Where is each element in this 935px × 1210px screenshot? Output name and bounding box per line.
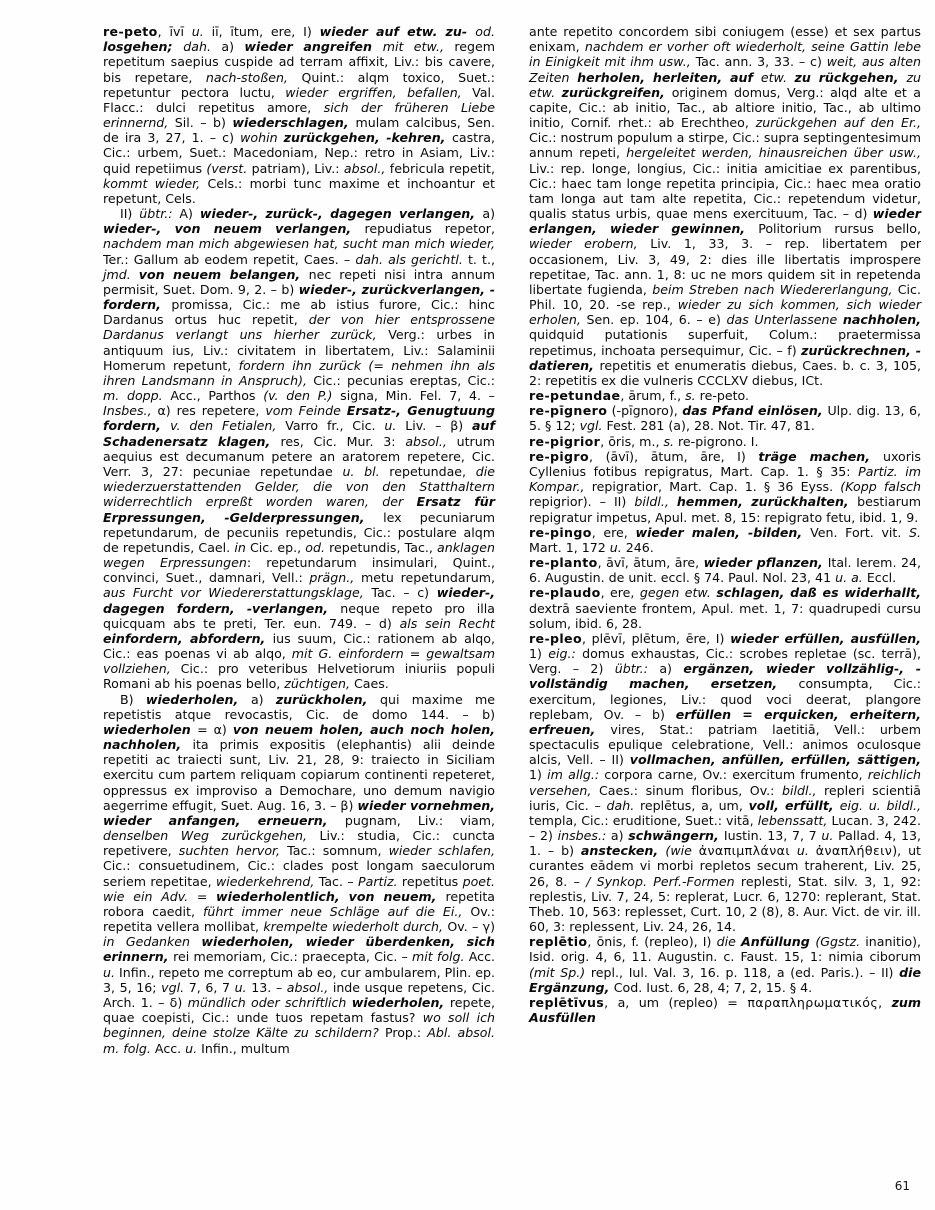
translation-text: vgl.	[579, 418, 607, 434]
translation-text: (wie	[665, 843, 699, 859]
citation-text: Sen. ep. 104, 6. – e)	[586, 312, 727, 328]
translation-text: u. bl.	[342, 463, 390, 479]
translation-text: vgl.	[161, 979, 189, 995]
translation-text: poet. wie ein Adv.	[103, 873, 495, 904]
translation-text: Partiz. im Kompar.,	[529, 463, 921, 495]
citation-text: ,	[157, 24, 170, 39]
citation-text: Cic. ep.,	[249, 539, 306, 555]
translation-text: züchtigen,	[284, 676, 354, 692]
citation-text: 246.	[625, 539, 654, 555]
translation-text: im allg.:	[547, 767, 605, 783]
citation-text: repetundae,	[389, 463, 476, 479]
citation-text: metu repetundarum,	[360, 570, 496, 586]
citation-text: repetita robora caedit,	[103, 888, 495, 919]
entry-headword: re-plaudo	[529, 585, 601, 601]
citation-text: Cic.: pecunias ereptas, Cic.:	[313, 372, 495, 388]
translation-text: übtr.:	[139, 206, 180, 222]
gloss-term: zu rückgehen,	[794, 69, 907, 85]
citation-text: B)	[120, 691, 146, 707]
greek-term: ἀναπιμπλάναι	[698, 843, 790, 859]
citation-text: Eccl.	[866, 570, 897, 586]
translation-text: eig.:	[548, 646, 583, 662]
entry-headword: re-pigro	[529, 448, 589, 464]
citation-text: Varro fr., Cic.	[285, 418, 385, 434]
translation-text: aus Furcht vor Wiedererstattungsklage,	[103, 585, 372, 601]
translation-text: (mit Sp.)	[529, 964, 591, 980]
translation-text: beim Streben nach Wiedererlangung,	[652, 281, 898, 297]
translation-text: übtr.:	[614, 661, 660, 677]
citation-text: Caes.: sinum floribus, Ov.:	[598, 782, 782, 798]
translation-text: u.	[790, 843, 816, 859]
citation-text: repigrior). – II)	[529, 494, 635, 510]
citation-text: , (āvī), ātum, āre, I)	[589, 448, 759, 464]
citation-text: Quint.: alqm toxico, Suet.: repetuntur pectora luctu,	[103, 69, 495, 100]
translation-text: wieder schlafen,	[388, 843, 495, 859]
translation-text: u.	[234, 979, 252, 995]
citation-text: repigratior, Mart. Cap. 1. § 36 Eyss.	[591, 479, 841, 495]
citation-text: Iustin. 13, 7, 7	[723, 828, 822, 844]
citation-text: , āvī, ātum, āre,	[597, 555, 704, 571]
gloss-term: herholen, herleiten, auf	[577, 69, 761, 85]
citation-text: A)	[179, 206, 200, 222]
translation-text: zu etw.	[529, 69, 922, 100]
translation-text: (v. den P.)	[263, 388, 341, 404]
gloss-term: die Ergänzung,	[529, 964, 921, 995]
citation-text: Cod. Iust. 6, 28, 4; 7, 2, 15. § 4.	[613, 979, 813, 995]
citation-text: replētus, a, um,	[639, 797, 749, 813]
citation-text: Prop.:	[384, 1025, 428, 1041]
citation-text: mulam calcibus, Sen. de ira 3, 27, 1. – c)	[103, 115, 496, 146]
gloss-term: wieder erfüllen, ausfüllen,	[730, 630, 921, 646]
citation-text: Cic.: pro veteribus Helvetiorum iniuriis populi Romani ab his poenas bello,	[103, 661, 495, 692]
gloss-term: schlagen, daß es widerhallt,	[716, 585, 921, 601]
translation-text: s.	[663, 433, 679, 449]
translation-text: kommt wieder,	[103, 175, 208, 191]
translation-text: mit G. einfordern = gewaltsam vollziehen,	[103, 646, 495, 677]
translation-text: die	[716, 934, 742, 950]
translation-text: Insbes.,	[103, 403, 158, 419]
citation-text: regem repetitum saepius cuspide ad terram affixit, Liv.: bis cavere, bis repetare,	[103, 39, 496, 85]
entry-headword: re-pīgnero	[529, 403, 608, 419]
gloss-term: wieder auf etw. zu-	[319, 24, 476, 39]
translation-text: fordern ihn zurück (= nehmen ihn als ihren Landsmann in Anspruch),	[103, 357, 495, 388]
citation-text: Fest. 281 (a), 28. Not. Tir. 47, 81.	[606, 418, 815, 434]
citation-text: α) res repetere,	[157, 403, 266, 419]
citation-text: repete, quae coepisti, Cic.: unde tuos repetam fastus?	[103, 995, 495, 1026]
citation-text: Ter.: Gallum ab eodem repetit, Caes. –	[103, 251, 356, 267]
translation-text: bildl.,	[634, 494, 677, 510]
translation-text: (Ggstz.	[815, 934, 866, 950]
translation-text: Abl. absol. m. folg.	[103, 1025, 495, 1056]
citation-text: , ōnis, f. (repleo), I)	[587, 934, 717, 950]
gloss-term: wieder-, zurück-, dagegen verlangen,	[199, 206, 483, 222]
translation-text: weit, aus alten Zeiten	[529, 54, 921, 85]
entry-headword: re-pigrior	[529, 433, 601, 449]
citation-text: re-pigrono. I.	[678, 433, 759, 449]
citation-text: Tac. – c)	[371, 585, 437, 601]
citation-text: uxoris Cyllenius fotibus repigratus, Mart. Cap. 1. § 35:	[529, 448, 921, 479]
citation-text: dextrā saeviente frontem, Apul. met. 1, 7: quadrupedi cursu solum, ibid. 6, 28.	[529, 600, 921, 631]
gloss-term: das Pfand einlösen,	[682, 403, 828, 419]
citation-text: a)	[221, 39, 245, 55]
gloss-term: wieder malen, -bilden,	[635, 524, 811, 540]
gloss-term: wieder angreifen	[244, 39, 383, 55]
left-text-column	[103, 24, 495, 1174]
citation-text: ), ut curantes eādem vi morbi repletos secum traherent, Liv. 25, 26, 8. –	[529, 843, 921, 889]
citation-text: Cels.: morbi tunc maxime et inchoantur et repetunt, Cels.	[103, 175, 495, 206]
translation-text: u.	[185, 1040, 202, 1056]
gloss-term: wiederholen,	[145, 691, 251, 707]
citation-text: Acc.	[468, 949, 495, 965]
gloss-term: zum Ausfüllen	[529, 995, 921, 1026]
citation-text: Tac. ann. 3, 33. – c)	[695, 54, 827, 70]
gloss-term: von neuem belangen,	[138, 266, 309, 282]
citation-text: īvī	[169, 24, 184, 39]
translation-text: wiederkehrend,	[215, 873, 319, 889]
citation-text: res, Cic. Mur. 3:	[280, 433, 406, 449]
gloss-term: einfordern, abfordern,	[103, 630, 273, 646]
translation-text: / Synkop. Perf.-Formen	[586, 873, 741, 889]
citation-text: re-peto.	[699, 388, 750, 404]
citation-text: castra, Cic.: urbem, Suet.: Macedoniam, Nep.: retro in Asiam, Liv.: quid repetiimus	[103, 130, 495, 176]
gloss-term: losgehen;	[103, 39, 184, 55]
gloss-term: wieder erlangen, wieder gewinnen,	[529, 206, 921, 237]
gloss-term: voll, erfüllt,	[748, 797, 840, 813]
citation-text: lex pecuniarum repetundarum, de pecuniis repetundis, Cic.: postulare alqm de repetundis, Cael.	[103, 509, 495, 555]
translation-text: u.	[821, 828, 839, 844]
citation-text: bestiarum repigratur impetus, Apul. met. 8, 15: repigrato fetu, ibid. 1, 9.	[529, 494, 921, 525]
translation-text: od.	[475, 24, 495, 39]
citation-text: = α)	[197, 721, 233, 737]
citation-text: signa, Min. Fel. 7, 4. –	[340, 388, 495, 404]
dictionary-entry	[529, 434, 921, 449]
greek-term: παραπληρωματικός	[747, 995, 879, 1010]
citation-text: Ven. Fort. vit.	[810, 524, 909, 540]
translation-text: u.	[183, 24, 212, 39]
citation-text: 13. –	[251, 979, 287, 995]
gloss-term: vollmachen, anfüllen, erfüllen, sättigen,	[629, 752, 922, 768]
citation-text: (-pīgnoro),	[607, 403, 683, 419]
citation-text: Sil. – b)	[174, 115, 233, 131]
entry-headword: re-planto	[529, 555, 598, 571]
citation-text: , plēvī, plētum, ēre, I)	[581, 630, 731, 646]
citation-text: , ere,	[600, 585, 640, 601]
citation-text: ante repetito concordem sibi coniugem (esse) et sex partus enixam,	[529, 24, 921, 55]
translation-text: wieder ergriffen, befallen,	[285, 84, 473, 100]
translation-text: dah.	[183, 39, 222, 55]
citation-text: ius suum, Cic.: rationem ab alqo, Cic.: eas poenas vi ab alqo,	[103, 630, 495, 662]
translation-text: absol.,	[286, 979, 333, 995]
translation-text: bildl.,	[781, 782, 825, 798]
translation-text: anklagen wegen Erpressungen	[103, 539, 495, 571]
citation-text: Liv. – β)	[405, 418, 473, 434]
entry-headword: replētio	[529, 934, 588, 950]
citation-text: a)	[610, 828, 629, 844]
gloss-term: erfüllen = erquicken, erheitern, erfreuen,	[529, 706, 922, 737]
gloss-term: wieder-, zurückverlangen, -fordern,	[103, 281, 495, 313]
citation-text: ita primis expositis (elephantis) alii deinde repetiti ac traiecti sunt, Liv. 21, 28, 9: traiecto in Siciliam exercitu cum partem reliquam copiarum continenti repeteret, oppressus ex improviso a Demochare, uno demum navigio aegerrime effugit, Suet. Aug. 16, 3. – β)	[103, 737, 495, 813]
dictionary-entry	[103, 206, 495, 692]
translation-text: v. den Fetialen,	[170, 418, 286, 434]
gloss-term: ergänzen, wieder vollzählig-, -vollständig machen, ersetzen,	[529, 661, 921, 692]
dictionary-entry	[529, 449, 921, 525]
entry-headword: re-pleo	[529, 630, 582, 646]
citation-text: Ov. – γ)	[447, 919, 496, 935]
citation-text: , a, um (repleo) =	[604, 995, 748, 1010]
translation-text: prägn.,	[309, 570, 361, 586]
translation-text: dah.	[606, 797, 640, 813]
translation-text: eig. u. bildl.,	[839, 797, 922, 813]
citation-text: Ital. Ierem. 24, 6. Augustin. de unit. eccl. § 74. Paul. Nol. 23, 41	[529, 555, 921, 586]
translation-text: insbes.:	[557, 828, 611, 844]
gloss-term: wiederholen,	[351, 995, 450, 1010]
translation-text: u. a.	[835, 570, 867, 586]
gloss-term: nachholen,	[842, 312, 921, 328]
gloss-term: schwängern,	[628, 828, 724, 844]
translation-text: u.	[103, 964, 120, 980]
citation-text: Liv. 1, 33, 3. – rep. libertatem per occasionem, Liv. 3, 49, 2: dies ille libertatis improspere repetitae, Tac. ann. 1, 8: uc ne mors quidem sit in repetenda libertate fugienda,	[529, 236, 922, 297]
translation-text: wieder zu sich kommen, sich wieder erholen,	[529, 297, 921, 328]
gloss-term: Ersatz für Erpressungen, -Gelderpressungen,	[103, 494, 495, 525]
translation-text: u.	[609, 539, 626, 555]
gloss-term: wieder pflanzen,	[703, 555, 828, 571]
translation-text: krempelte wiederholt durch,	[263, 919, 448, 935]
gloss-term: wiederholen	[103, 721, 198, 737]
translation-text: wo soll ich beginnen, deine stolze Kälte zu schildern?	[103, 1010, 495, 1041]
citation-text: 7, 6, 7	[188, 979, 235, 995]
citation-text: vires, Stat.: patriam laetitiā, Vell.: urbem spectaculis epulique celebratione, Vell.: animos oculosque alcis, Vell. – II)	[529, 721, 921, 768]
citation-text: Liv.: studia, Cic.: cuncta repetivere,	[103, 828, 496, 859]
entry-headword: re-pingo	[529, 524, 592, 540]
gloss-term: von neuem holen, auch noch holen, nachholen,	[103, 721, 495, 753]
translation-text: in	[234, 539, 250, 555]
translation-text: nachdem man mich abgewiesen hat, sucht man mich wieder,	[103, 236, 495, 252]
citation-text: repetundis, Tac.,	[329, 539, 438, 555]
citation-text: domus exhaustas, Cic.: scrobes repletae (sc. terrā), Verg. – 2)	[529, 646, 922, 677]
citation-text: templa, Cic.: eruditione, Suet.: vitā,	[529, 812, 758, 828]
citation-text: Tac.: somnum,	[287, 843, 389, 859]
dictionary-entry	[529, 388, 921, 403]
translation-text: nachdem er vorher oft wiederholt, seine Gattin lebe in Einigkeit mit ihm usw.,	[529, 39, 921, 70]
citation-text: Liv.: rep. longe, longius, Cic.: initia amicitiae ex parentibus, Cic.: haec tam longe repetita principia, Cic.: haec mea oratio tam longa aut tam alte repetita, Cic.: repetendum videtur, qualis status urbis, quae mens exercituum, Tac. – d)	[529, 160, 921, 222]
entry-headword: replētīvus	[529, 995, 605, 1010]
citation-text: patriam), Liv.:	[251, 160, 344, 176]
citation-text: a)	[659, 661, 684, 677]
translation-text: lebenssatt,	[757, 812, 832, 828]
citation-text: Cic.: nostrum populum a stirpe, Cic.: supra septingentesimum annum repeti,	[529, 130, 921, 161]
citation-text: rei memoriam, Cic.: praecepta, Cic. –	[173, 949, 413, 965]
translation-text: vom Feinde	[265, 403, 347, 419]
citation-text: Cic. Phil. 10, 20. -se rep.,	[529, 281, 921, 313]
gloss-term: auf Schadenersatz klagen,	[103, 418, 495, 449]
dictionary-entry	[529, 24, 921, 388]
translation-text: mündlich oder schriftlich	[187, 995, 352, 1010]
citation-text: Caes.	[353, 676, 389, 692]
citation-text: inde usque repetens, Cic. Arch. 1. – δ)	[103, 979, 495, 1010]
dictionary-entry	[529, 555, 921, 585]
citation-text: Verg.: urbes in antiquum ius, Liv.: civitatem in libertatem, Liv.: Salaminii Homerum repetunt,	[103, 327, 495, 373]
gloss-term: anstecken,	[580, 843, 666, 859]
citation-text: II)	[120, 206, 140, 222]
gloss-term: wiederholentlich, von neuem,	[216, 888, 446, 904]
gloss-term: wiederschlagen,	[232, 115, 356, 131]
translation-text: s.	[685, 388, 700, 404]
gloss-term: wiederholen, wieder überdenken, sich erinnern,	[103, 934, 495, 965]
citation-text: iī, ītum, ere, I)	[211, 24, 320, 39]
citation-text: qui maxime me repetistis atque revocastis, Cic. de domo 144. – b)	[103, 691, 495, 722]
translation-text: m. dopp.	[103, 388, 171, 404]
citation-text: Pallad. 4, 13, 1. – b)	[529, 828, 921, 859]
citation-text: neque repeto pro illa quicquam abs te preti, Ter. eun. 749. – d)	[103, 600, 495, 631]
citation-text: Politorium rursus bello,	[758, 221, 921, 237]
dictionary-entry	[529, 403, 921, 433]
citation-text: Ulp. dig. 13, 6, 5. § 12;	[529, 403, 921, 434]
entry-headword: re-petundae	[529, 388, 621, 404]
citation-text: nec repeti nisi intra annum permisit, Suet. Dom. 9, 2. – b)	[103, 266, 495, 297]
translation-text: in Gedanken	[103, 934, 202, 950]
citation-text: , ārum, f.,	[620, 388, 686, 404]
citation-text: : repetundarum insimulari, Quint., convinci, Suet., damnari, Vell.:	[103, 555, 495, 586]
translation-text: reichlich versehen,	[529, 767, 921, 798]
citation-text: inanitio), Isid. orig. 4, 6, 11. Augustin. c. Faust. 15, 1: nimia ciborum	[529, 934, 922, 965]
citation-text: Ov.: repetita vellera mollibat,	[103, 903, 496, 935]
translation-text: S.	[908, 524, 921, 540]
gloss-term: zurückgehen, -kehren,	[283, 130, 452, 146]
translation-text: mit folg.	[412, 949, 469, 965]
dictionary-entry	[103, 692, 495, 1056]
citation-text: corpora carne, Ov.: exercitum frumento,	[604, 767, 868, 783]
gloss-term: zurückrechnen, -datieren,	[529, 342, 921, 373]
translation-text: dah. als gerichtl.	[355, 251, 468, 267]
citation-text: febricula repetit,	[389, 160, 495, 176]
page-number: 61	[894, 1179, 910, 1193]
citation-text: 1)	[529, 767, 548, 783]
citation-text: Acc., Parthos	[170, 388, 264, 404]
gloss-term: zurückholen,	[275, 691, 381, 707]
gloss-term: zurückgreifen,	[561, 84, 672, 100]
dictionary-entry	[529, 631, 921, 934]
dictionary-entry	[529, 585, 921, 631]
gloss-term: Anfüllung	[741, 934, 816, 950]
citation-text: repleri scientiā iuris, Cic. –	[529, 782, 922, 813]
translation-text: gegen etw.	[639, 585, 717, 601]
translation-text: u.	[384, 418, 406, 434]
citation-text: promissa, Cic.: me ab istius furore, Cic.: hinc Dardanus ortus huc repetit,	[103, 297, 495, 328]
translation-text: mit etw.,	[382, 39, 455, 55]
citation-text: , ōris, m.,	[600, 433, 664, 449]
greek-term: ἀναπλήθειν	[815, 843, 893, 859]
citation-text: Lucan. 3, 242. – 2)	[529, 812, 921, 844]
right-text-column	[529, 24, 921, 1174]
gloss-term: hemmen, zurückhalten,	[676, 494, 858, 510]
translation-text: zurückgehen auf den Er.,	[755, 115, 921, 131]
translation-text: das Unterlassene	[726, 312, 843, 328]
translation-text: hergeleitet werden, hinausreichen über usw.,	[626, 145, 921, 161]
citation-text: t. t.,	[467, 251, 495, 267]
citation-text: Mart. 1, 172	[529, 539, 610, 555]
citation-text: Infin., repeto me correptum ab eo, cur ambularem, Plin. ep. 3, 5, 16;	[103, 964, 495, 995]
translation-text: die wiederzuerstattenden Gelder, die von den Statthaltern widerrechtlich erpreßt worden waren, der	[103, 463, 495, 510]
citation-text: repl., Iul. Val. 3, 16. p. 118, a (ed. Paris.). – II)	[590, 964, 900, 980]
entry-headword: re-peto	[103, 24, 158, 39]
dictionary-entry	[529, 934, 921, 995]
translation-text: Partiz.	[358, 873, 402, 889]
citation-text: =	[196, 888, 217, 904]
gloss-term: Ersatz-, Genugtuung fordern,	[103, 403, 495, 434]
citation-text: a)	[482, 206, 495, 222]
translation-text: od.	[305, 539, 330, 555]
translation-text: suchten hervor,	[178, 843, 288, 859]
translation-text: wieder erobern,	[529, 236, 651, 252]
citation-text: pugnam, Liv.: viam,	[344, 812, 496, 828]
gloss-term: träge machen,	[758, 448, 883, 464]
translation-text: denselben Weg zurückgehen,	[103, 828, 320, 844]
citation-text: a)	[250, 691, 276, 707]
citation-text: repetitus	[401, 873, 463, 889]
translation-text: der von hier entsprossene Dardanus verlangt uns hierher zurück,	[103, 312, 496, 343]
translation-text: nach-stoßen,	[205, 69, 302, 85]
citation-text: repetitis et enumeratis diebus, Caes. b. c. 3, 105, 2: repetitis ex die vulneris CCCLXV diebus, ICt.	[529, 357, 921, 388]
dictionary-entry	[103, 24, 495, 206]
citation-text: utrum aequius est decumanum petere an aratorem repetere, Cic. Verr. 3, 27: pecuniae repetundae	[103, 433, 495, 479]
citation-text: originem domus, Verg.: alqd alte et a capite, Cic.: ab initio, Tac., ab altiore initio, Tac., ab ultimo initio, Cornif. rhet.: ab Erechtheo,	[529, 84, 921, 131]
translation-text: absol.,	[405, 433, 457, 449]
gloss-term: wieder-, von neuem verlangen,	[103, 221, 365, 237]
gloss-term: wieder-, dagegen fordern, -verlangen,	[103, 585, 495, 616]
citation-text: quidquid putationis superfuit, Colum.: praetermissa repetimus, inchoata persequimur, Cic. – f)	[529, 327, 921, 358]
citation-text: Cic.: consuetudinem, Cic.: clades post longam saeculorum seriem repetitae,	[103, 858, 495, 889]
translation-text: (verst.	[206, 160, 252, 176]
dictionary-entry	[529, 995, 921, 1025]
citation-text: Infin., multum	[201, 1040, 290, 1056]
citation-text: Acc.	[154, 1040, 186, 1056]
citation-text: repudiatus repetor,	[364, 221, 495, 237]
citation-text: consumpta, Cic.: exercitum, legiones, Liv.: quod voci deerat, plangore replebam, Ov. – b)	[529, 676, 921, 722]
citation-text: , ere,	[591, 524, 636, 540]
translation-text: jmd.	[103, 266, 139, 282]
citation-text: ,	[878, 995, 892, 1010]
dictionary-entry	[529, 525, 921, 555]
translation-text: etw.	[760, 69, 795, 85]
citation-text: 1)	[529, 646, 549, 662]
translation-text: (Kopp falsch	[840, 479, 921, 495]
citation-text: Tac. –	[318, 873, 359, 889]
two-column-text-body	[103, 24, 921, 1174]
translation-text: führt immer neue Schläge auf die Ei.,	[202, 903, 471, 919]
translation-text: wohin	[240, 130, 284, 146]
translation-text: absol.,	[343, 160, 390, 176]
citation-text: replesti, Stat. silv. 3, 1, 92: replestis, Liv. 7, 24, 5: replerat, Lucr. 6, 1270: replerant, Stat. Theb. 10, 563: replesset, Curt. 10, 2 (8), 8. Aur. Vict. de vir. ill. 60, 3: replessent, Liv. 24, 26, 14.	[529, 873, 921, 935]
gloss-term: wieder vornehmen, wieder anfangen, erneuern,	[103, 797, 495, 828]
translation-text: als sein Recht	[399, 615, 495, 631]
translation-text: sich der früheren Liebe erinnernd,	[103, 99, 495, 131]
citation-text: Val. Flacc.: dulci repetitus amore,	[103, 84, 495, 115]
